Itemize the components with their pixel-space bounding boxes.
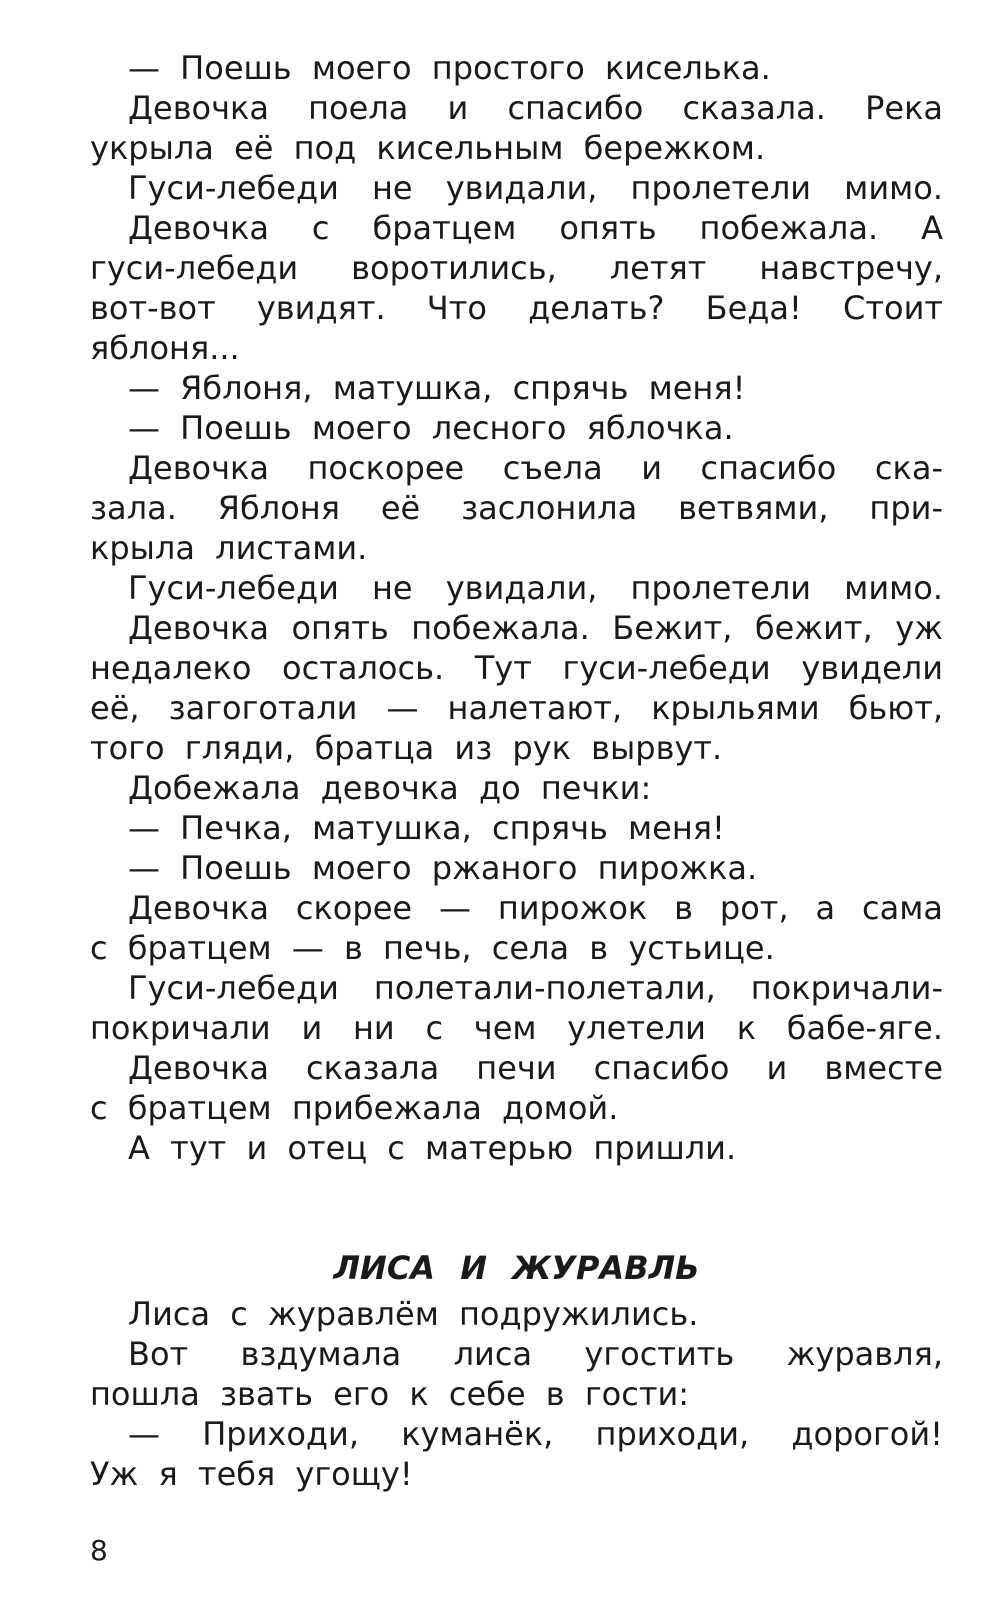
text-line: Лиса с журавлём подружились. bbox=[128, 1295, 699, 1333]
text-line: А тут и отец с матерью пришли. bbox=[128, 1129, 737, 1167]
text-line: Девочка с братцем опять побежала. А bbox=[128, 209, 943, 247]
text-line: с братцем прибежала домой. bbox=[90, 1089, 619, 1127]
section-gap bbox=[90, 1168, 943, 1248]
text-line: Гуси-лебеди не увидали, пролетели мимо. bbox=[128, 569, 943, 607]
text-line: крыла листами. bbox=[90, 529, 368, 567]
text-line: — Яблоня, матушка, спрячь меня! bbox=[128, 369, 746, 407]
text-line: зала. Яблоня её заслонила ветвями, при- bbox=[90, 489, 943, 527]
text-line: Девочка опять побежала. Бежит, бежит, уж bbox=[128, 609, 943, 647]
text-line: — Печка, матушка, спрячь меня! bbox=[128, 809, 725, 847]
text-line: — Приходи, куманёк, приходи, дорогой! bbox=[128, 1415, 943, 1453]
text-line: вот-вот увидят. Что делать? Беда! Стоит bbox=[90, 289, 943, 327]
text-line: гуси-лебеди воротились, летят навстречу, bbox=[90, 249, 943, 287]
text-line: Девочка скорее — пирожок в рот, а сама bbox=[128, 889, 943, 927]
text-line: Гуси-лебеди полетали-полетали, покричали- bbox=[128, 969, 943, 1007]
text-line: Девочка сказала печи спасибо и вместе bbox=[128, 1049, 943, 1087]
story-title: ЛИСА И ЖУРАВЛЬ bbox=[333, 1249, 700, 1287]
text-line: её, загоготали — налетают, крыльями бьют, bbox=[90, 689, 943, 727]
page-text bbox=[90, 48, 943, 1494]
text-line: пошла звать его к себе в гости: bbox=[90, 1375, 690, 1413]
text-line: Добежала девочка до печки: bbox=[128, 769, 652, 807]
page-number: 8 bbox=[90, 1534, 108, 1567]
text-line: укрыла её под кисельным бережком. bbox=[90, 129, 766, 167]
text-line: Вот вздумала лиса угостить журавля, bbox=[128, 1335, 943, 1373]
text-line: Гуси-лебеди не увидали, пролетели мимо. bbox=[128, 169, 943, 207]
text-line: того гляди, братца из рук вырвут. bbox=[90, 729, 723, 767]
text-line: с братцем — в печь, села в устьице. bbox=[90, 929, 775, 967]
text-line: — Поешь моего простого киселька. bbox=[128, 49, 771, 87]
text-line: Девочка поскорее съела и спасибо ска- bbox=[128, 449, 943, 487]
text-line: Уж я тебя угощу! bbox=[90, 1455, 413, 1493]
text-line: — Поешь моего лесного яблочка. bbox=[128, 409, 734, 447]
text-line: Девочка поела и спасибо сказала. Река bbox=[128, 89, 943, 127]
text-line: недалеко осталось. Тут гуси-лебеди увидели bbox=[90, 649, 943, 687]
text-line: яблоня... bbox=[90, 329, 240, 367]
text-line: — Поешь моего ржаного пирожка. bbox=[128, 849, 758, 887]
text-line: покричали и ни с чем улетели к бабе-яге. bbox=[90, 1009, 943, 1047]
